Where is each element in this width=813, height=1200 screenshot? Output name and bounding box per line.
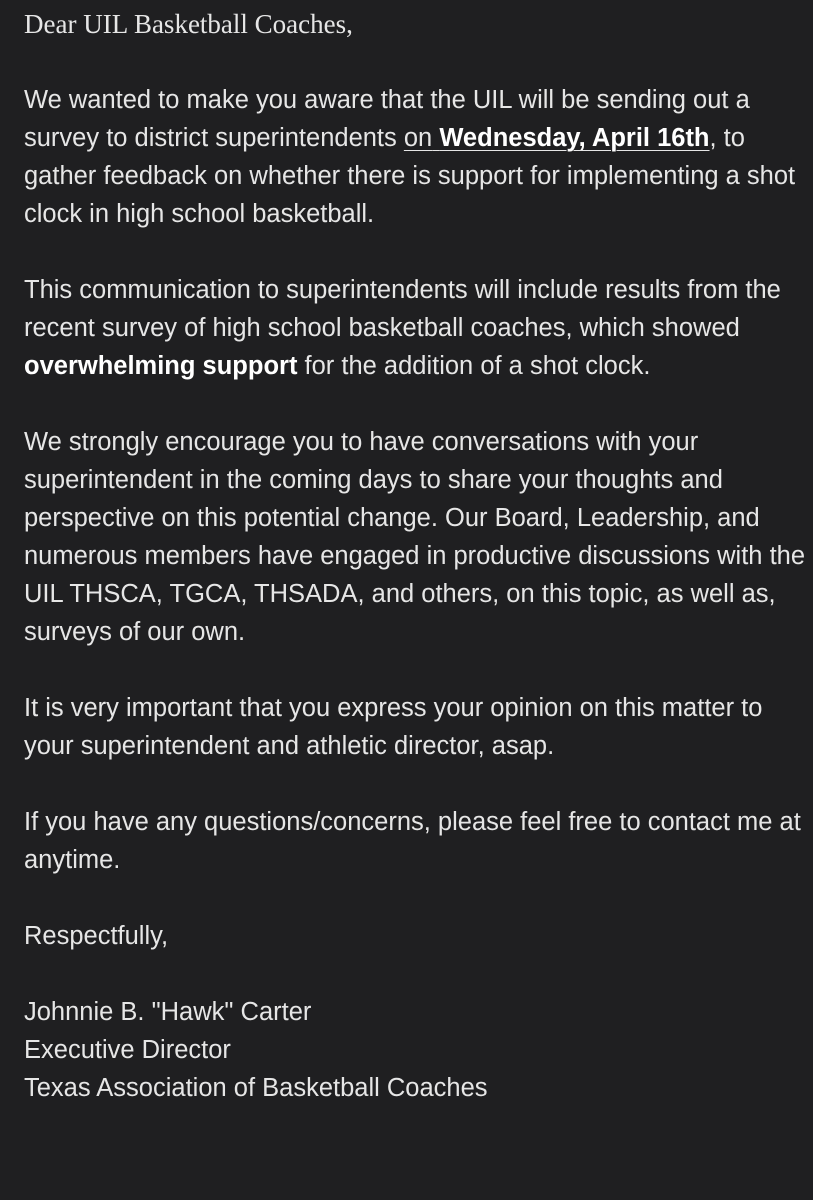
spacer: [24, 651, 809, 689]
signature-name: Johnnie B. "Hawk" Carter: [24, 998, 312, 1026]
date-on: on: [403, 124, 433, 152]
emphasis-overwhelming-support: overwhelming support: [24, 352, 298, 380]
signature-title: Executive Director: [24, 1036, 231, 1064]
para1-text-end: , to gather feedback on whether there is support for implementing a shot clock in high school basketball.: [24, 124, 796, 228]
signature-block: [24, 993, 809, 1107]
email-body: [24, 0, 809, 1107]
paragraph-survey-results: This communication to superintendents will include results from the recent survey of high school basketball coaches, which showed overwhelming support for the addition of a shot clock.: [24, 276, 781, 380]
paragraph-importance: It is very important that you express your opinion on this matter to your superintendent and athletic director, asap.: [24, 694, 763, 760]
paragraph-encourage: We strongly encourage you to have conversations with your superintendent in the coming days to share your thoughts and perspective on this potential change. Our Board, Leadership, and numerous members have engaged in productive discussions with the UIL THSCA, TGCA, THSADA, and others, on this topic, as well as, surveys of our own.: [24, 428, 806, 646]
spacer: [24, 955, 809, 993]
spacer: [24, 385, 809, 423]
signature-organization: Texas Association of Basketball Coaches: [24, 1074, 488, 1102]
spacer: [24, 43, 809, 81]
closing: Respectfully,: [24, 922, 169, 950]
date-link[interactable]: [404, 124, 710, 152]
para1-text-start: We wanted to make you aware that the UIL will be sending out a survey to district superintendents: [24, 86, 750, 152]
date-text: Wednesday, April 16th: [439, 124, 710, 152]
greeting: Dear UIL Basketball Coaches,: [24, 9, 353, 39]
spacer: [24, 765, 809, 803]
spacer: [24, 879, 809, 917]
spacer: [24, 233, 809, 271]
paragraph-contact: If you have any questions/concerns, please feel free to contact me at anytime.: [24, 808, 801, 874]
paragraph-survey-notice: [24, 81, 809, 233]
